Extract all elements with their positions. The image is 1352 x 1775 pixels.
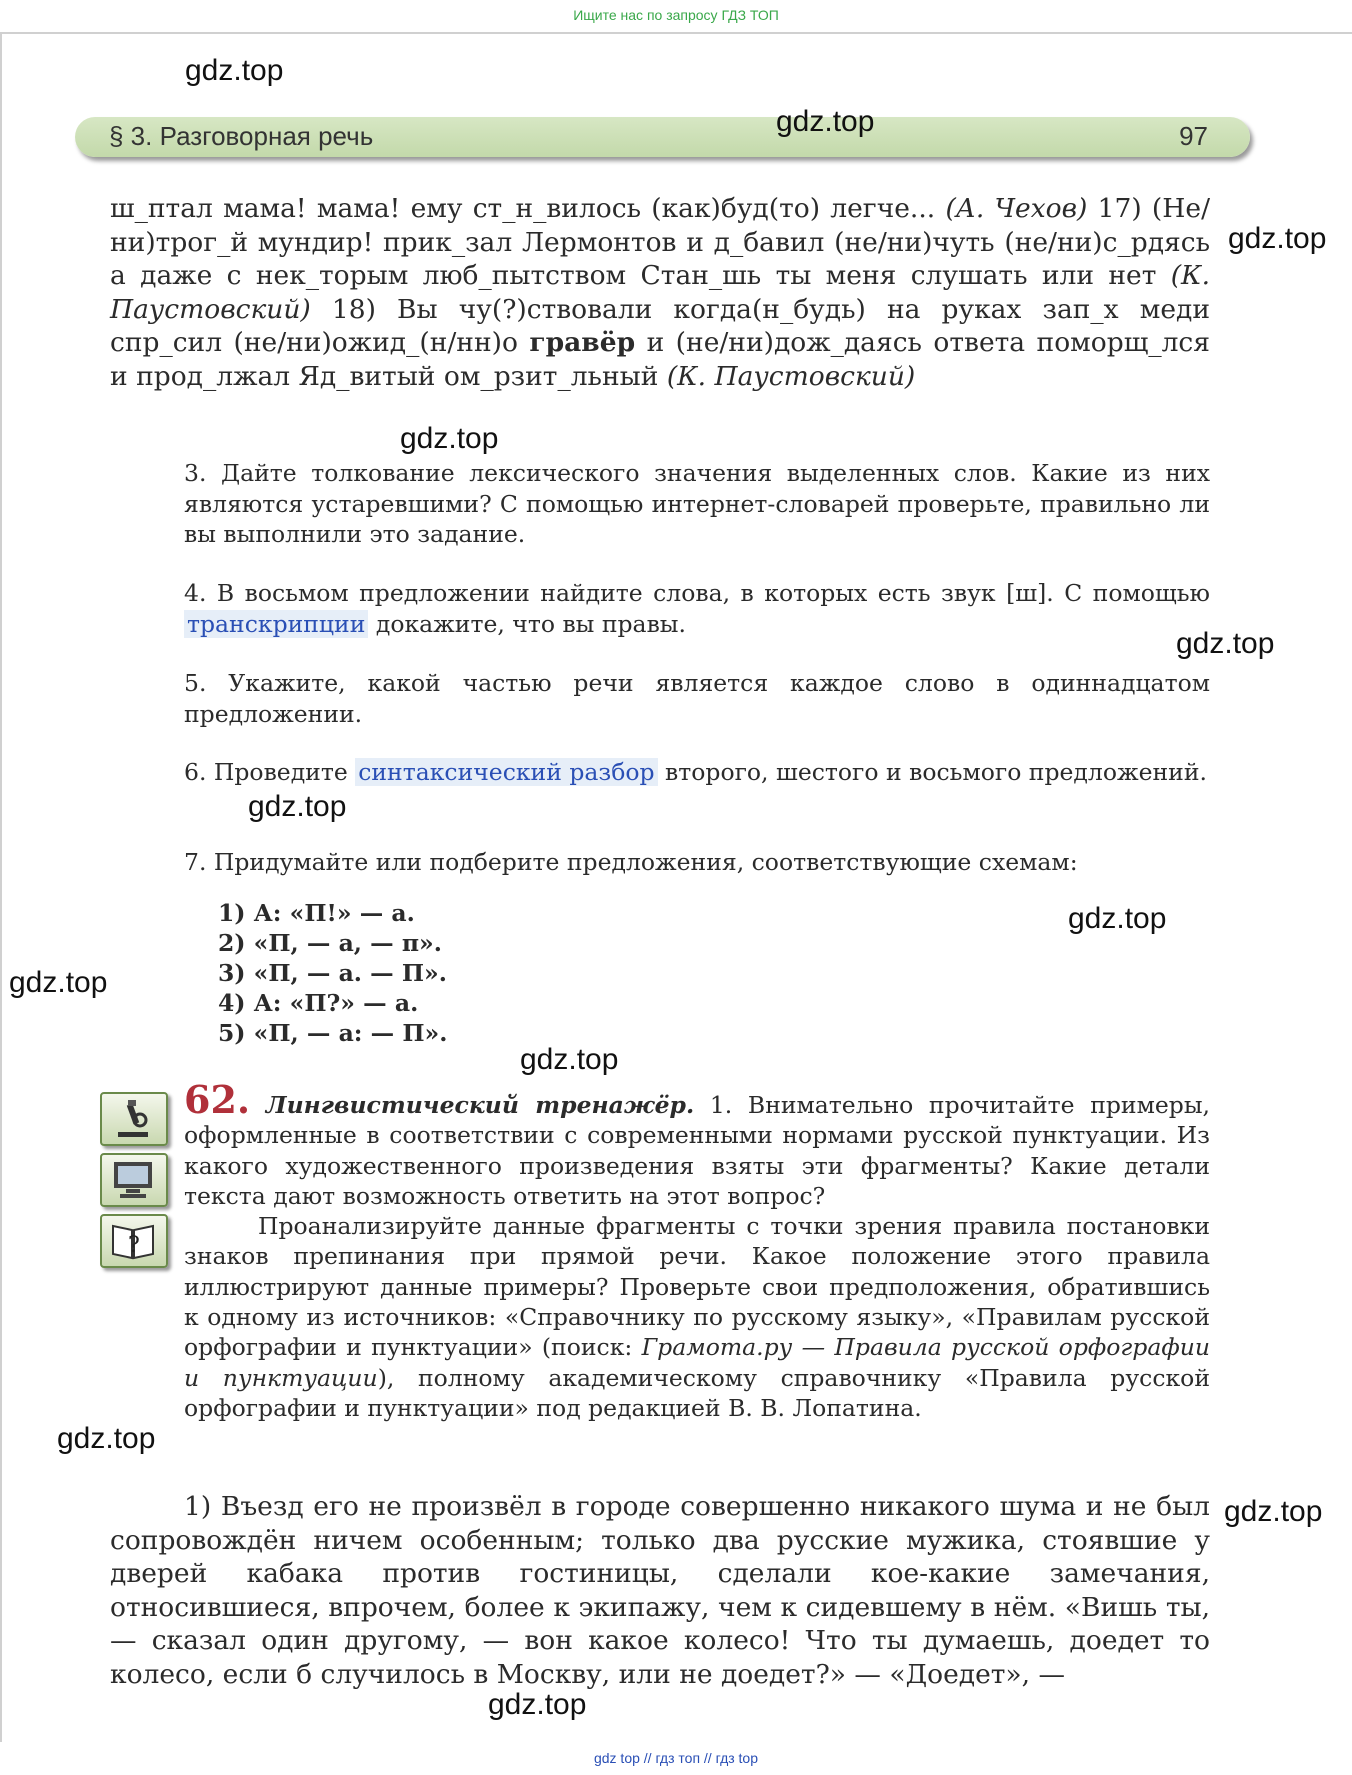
watermark: gdz.top bbox=[1228, 222, 1327, 255]
text-fragment: 18) Вы чу(?)ствовали когда(н_будь) на руках зап_х меди спр_сил (не/ни)ожид_(н/нн)о bbox=[110, 293, 1210, 358]
computer-icon bbox=[100, 1153, 168, 1207]
watermark: gdz.top bbox=[248, 790, 347, 823]
schema-item: 3) «П, — а. — П». bbox=[218, 959, 447, 987]
top-banner: Ищите нас по запросу ГДЗ ТОП bbox=[573, 7, 779, 23]
bottom-banner: gdz top // гдз топ // гдз top bbox=[593, 1750, 759, 1766]
watermark: gdz.top bbox=[488, 1688, 587, 1721]
task-text: 6. Проведите bbox=[184, 758, 356, 786]
watermark: gdz.top bbox=[1224, 1495, 1323, 1528]
watermark: gdz.top bbox=[9, 966, 108, 999]
schema-list bbox=[218, 898, 447, 1048]
watermark: gdz.top bbox=[185, 54, 284, 87]
task-text: докажите, что вы правы. bbox=[368, 609, 686, 638]
watermark: gdz.top bbox=[1068, 902, 1167, 935]
task-7: 7. Придумайте или подберите предложения, соответствующие схемам: bbox=[184, 848, 1078, 876]
source-reference: Грамота.ру — Правила русской орфографии и пунктуации bbox=[184, 1333, 1210, 1392]
book-question-icon bbox=[100, 1214, 168, 1268]
schema-item: 5) «П, — а: — П». bbox=[218, 1019, 448, 1047]
text-fragment: 17) (Не/ни)трог_й мундир! прик_зал Лермонтов и д_бавил (не/ни)чуть (не/ни)с_рдясь а даже с нек_торым люб_пытством Стан_шь ты меня слушать или нет bbox=[110, 193, 1210, 291]
author-citation: (А. Чехов) bbox=[945, 193, 1088, 224]
author-citation: (К. Паустовский) bbox=[110, 260, 1210, 325]
exercise-62 bbox=[184, 1077, 1210, 1423]
exercise-text: Проанализируйте данные фрагменты с точки зрения правила постановки знаков препинания при прямой речи. Какое положение этого правила иллюстрируют данные примеры? Проверьте свои предположения, обратившись к одному из источников: «Справочнику по русскому языку», «Правилам русской орфографии и пунктуации» (поиск: bbox=[184, 1212, 1210, 1362]
text-fragment: ш_птал мама! мама! ему ст_н_вилось (как)буд(то) легче... bbox=[110, 193, 946, 224]
author-citation: (К. Паустовский) bbox=[666, 360, 916, 392]
text-fragment: и (не/ни)дож_даясь ответа поморщ_лся и прод_лжал Яд_витый ом_рзит_льный bbox=[110, 327, 1210, 392]
literary-quote bbox=[110, 1490, 1210, 1691]
task-text: второго, шестого и восьмого предложений. bbox=[657, 758, 1207, 786]
task-5: 5. Укажите, какой частью речи является каждое слово в одиннадцатом предложении. bbox=[184, 669, 1210, 728]
syntax-analysis-link[interactable]: синтаксический разбор bbox=[355, 758, 657, 786]
section-header bbox=[75, 117, 1250, 157]
schema-item: 1) А: «П!» — а. bbox=[218, 899, 415, 927]
exercise-text: ), полному академическому справочнику «Правила русской орфографии и пунктуации» под редакцией В. В. Лопатина. bbox=[184, 1363, 1210, 1422]
watermark: gdz.top bbox=[776, 105, 875, 138]
exercise-text bbox=[110, 192, 1210, 393]
watermark: gdz.top bbox=[520, 1043, 619, 1076]
schema-item: 2) «П, — а, — п». bbox=[218, 929, 442, 957]
highlighted-word: гравёр bbox=[529, 327, 636, 358]
schema-item: 4) А: «П?» — а. bbox=[218, 989, 419, 1017]
exercise-text: 1. Внимательно прочитайте примеры, оформленные в соответствии с современными нормами русской пунктуации. Из какого художественного произведения взяты эти фрагменты? Какие детали текста дают возможность ответить на этот вопрос? bbox=[184, 1091, 1210, 1210]
transcription-link[interactable]: транскрипции bbox=[184, 610, 368, 638]
task-4 bbox=[184, 578, 1210, 639]
watermark: gdz.top bbox=[400, 422, 499, 455]
section-title: § 3. Разговорная речь bbox=[109, 121, 374, 151]
microscope-icon bbox=[100, 1092, 168, 1146]
page-number: 97 bbox=[1179, 121, 1208, 151]
watermark: gdz.top bbox=[57, 1422, 156, 1455]
task-6 bbox=[184, 757, 1210, 788]
svg-text:?: ? bbox=[128, 1233, 140, 1258]
quote-text: 1) Въезд его не произвёл в городе совершенно никакого шума и не был сопровождён ничем особенным; только два русские мужика, стоявшие у дверей кабака против гостиницы, сделали кое-какие замечания, относившиеся, впрочем, более к экипажу, чем к сидевшему в нём. «Вишь ты, — сказал один другому, — вон какое колесо! Что ты думаешь, доедет то колесо, если б случилось в Москву, или не доедет?» — «Доедет», — bbox=[110, 1491, 1210, 1690]
exercise-number: 62. bbox=[184, 1077, 251, 1122]
task-3: 3. Дайте толкование лексического значения выделенных слов. Какие из них являются устаревшими? С помощью интернет-словарей проверьте, правильно ли вы выполнили это задание. bbox=[184, 459, 1210, 548]
task-text: 4. В восьмом предложении найдите слова, в которых есть звук [ш]. С помощью bbox=[184, 579, 1210, 607]
exercise-title: Лингвистический тренажёр. bbox=[265, 1091, 695, 1119]
watermark: gdz.top bbox=[1176, 627, 1275, 660]
